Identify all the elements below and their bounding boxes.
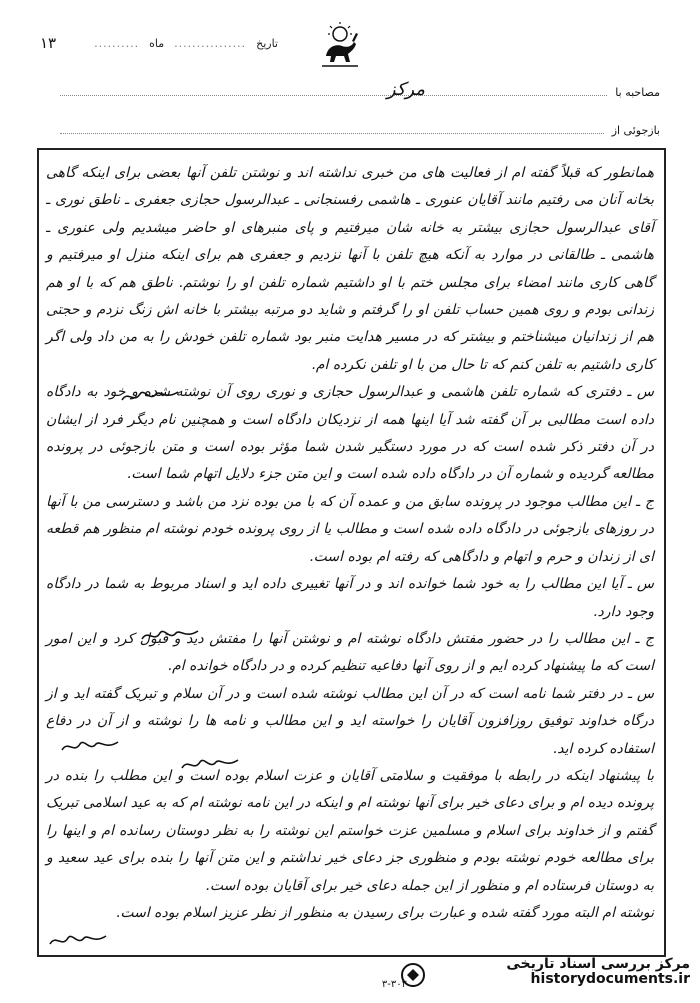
archive-name: مرکز بررسی اسناد تاریخی — [506, 956, 690, 972]
archive-logo-icon — [400, 962, 426, 988]
paragraph-2: س ـ دفتری که شماره تلفن هاشمی و عبدالرسول حجازی و نوری روی آن نوشته شده و خود به دادگاه داده است مطالبی بر آن گفته شد آیا اینها همه از نزدیکان دادگاه است و همچنین نام دیگر فرد از ایشان در آن دفتر ذکر شده است که در مورد دستگیر شدن شما مؤثر بوده است و متن بازجوئی در پرونده مطالعه گردیده و شماره آن در دادگاه داده شده است و این متن جزء دلایل اتهام شما است. — [46, 384, 654, 483]
interview-label: مصاحبه با — [615, 86, 660, 99]
interview-row — [60, 79, 660, 123]
year-value: ۱۳ — [40, 34, 57, 52]
lion-and-sun-emblem-icon — [318, 20, 362, 70]
month-dots: .......... — [94, 37, 140, 50]
month-label: ماه — [149, 37, 165, 50]
date-label: تاریخ — [256, 37, 278, 50]
paragraph-4: س ـ آیا این مطالب را به خود شما خوانده اند و در آنها تغییری داده اید و اسناد مربوط به شما در دادگاه وجود دارد. — [46, 576, 654, 620]
paragraph-6: س ـ در دفتر شما نامه است که در آن این مطالب نوشته شده است و در آن سلام و تبریک گفته اید و از درگاه خداوند توفیق روزافزون آقایان را خواسته اید و این مطالب و نامه ها را نوشته و از آن در دفاع استفاده کرده اید. — [46, 685, 654, 757]
paragraph-5: ج ـ این مطالب را در حضور مفتش دادگاه نوشته ام و نوشتن آنها را مفتش دید و قبول کرد و این امور است که ما پیشنهاد کرده ایم و از روی آنها دفاعیه تنظیم کرده و در دادگاه خوانده ام. — [46, 630, 654, 675]
watermark-footer — [381, 956, 690, 1001]
signature-mark-icon — [48, 930, 108, 950]
interrogation-dots — [60, 123, 604, 134]
date-dots: ................ — [174, 37, 247, 50]
paragraph-1: همانطور که قبلاً گفته ام از فعالیت های من خبری نداشته اند و نوشتن تلفن آنها بعضی برای اینکه گاهی بخانه آنان می رفتیم مانند آقایان عنوری ـ هاشمی رفسنجانی ـ عبدالرسول حجازی جعفری ـ ناطق نوری ـ آقای عبدالرسول حجازی بیشتر به خانه شان میرفتیم و پای منبرهای او حاضر میشدیم ولی عنوری ـ هاشمی ـ طالقانی در موارد به آنکه هیچ تلفن با آنها نزدیم و جعفری هم برای اینکه منزل او میرفتیم و گاهی کاری مانند امضاء برای مجلس ختم با او داشتیم شماره تلفن او را نوشتم. ناطق هم که با او هم زندانی بودم و روی همین حساب تلفن او را گرفتم و شاید دو مرتبه بیشتر با خانه اش زنگ نزدم و حجتی هم از زندانیان میشناختم و بیشتر که در مسیر هدایت منبر بود شماره تلفن خودش را به من داد ولی اگر کاری داشتیم به تلفن کنم که تا حال من با او تلفن نکرده ام. — [46, 165, 654, 373]
interrogation-label: بازجوئی از — [611, 124, 660, 137]
paragraph-8: نوشته ام البته مورد گفته شده و عبارت برای رسیدن به منظور از نظر عزیز اسلام بوده است. — [115, 904, 654, 921]
signature-mark-icon — [140, 625, 200, 645]
signature-mark-icon — [180, 754, 240, 774]
paragraph-3: ج ـ این مطالب موجود در پرونده سابق من و عمده آن که با من بوده نزد من باشد و دسترسی من با آنها در روزهای بازجوئی در دادگاه داده شده است و مطالب یا از روی پرونده خودم نوشته ام منظور هم قطعه ای از زندان و حرم و اتهام و دادگاهی که رفته ام بوده است. — [46, 493, 654, 565]
archive-url: historydocuments.ir — [530, 971, 690, 988]
date-field — [38, 37, 278, 50]
handwritten-body — [46, 160, 654, 927]
signature-mark-icon — [120, 386, 180, 406]
interviewee-name: مرکز — [386, 79, 425, 100]
interview-dots — [60, 85, 607, 96]
paragraph-7: با پیشنهاد اینکه در رابطه با موفقیت و سلامتی آقایان و عزت اسلام بوده است و این مطلب را بنده در پرونده دیده ام و برای دعای خیر برای آنها نوشته ام و اینکه در این نامه نوشته ام که به عید اسلامی تبریک گفتم و از خداوند برای اسلام و مسلمین عزت خواستم این نوشته را به نظر دوستان رسانده ام و اینها را برای مطالعه خودم نوشته بودم و منظوری جز دعای خیر نداشتم و این متن آنها را بنده برای عید سعید و به دوستان فرستاده ام و منظور از این جمله دعای خیر برای آقایان بوده است. — [46, 767, 654, 894]
page-code: ۳-۳۰۲ — [381, 979, 407, 990]
signature-mark-icon — [60, 736, 120, 756]
